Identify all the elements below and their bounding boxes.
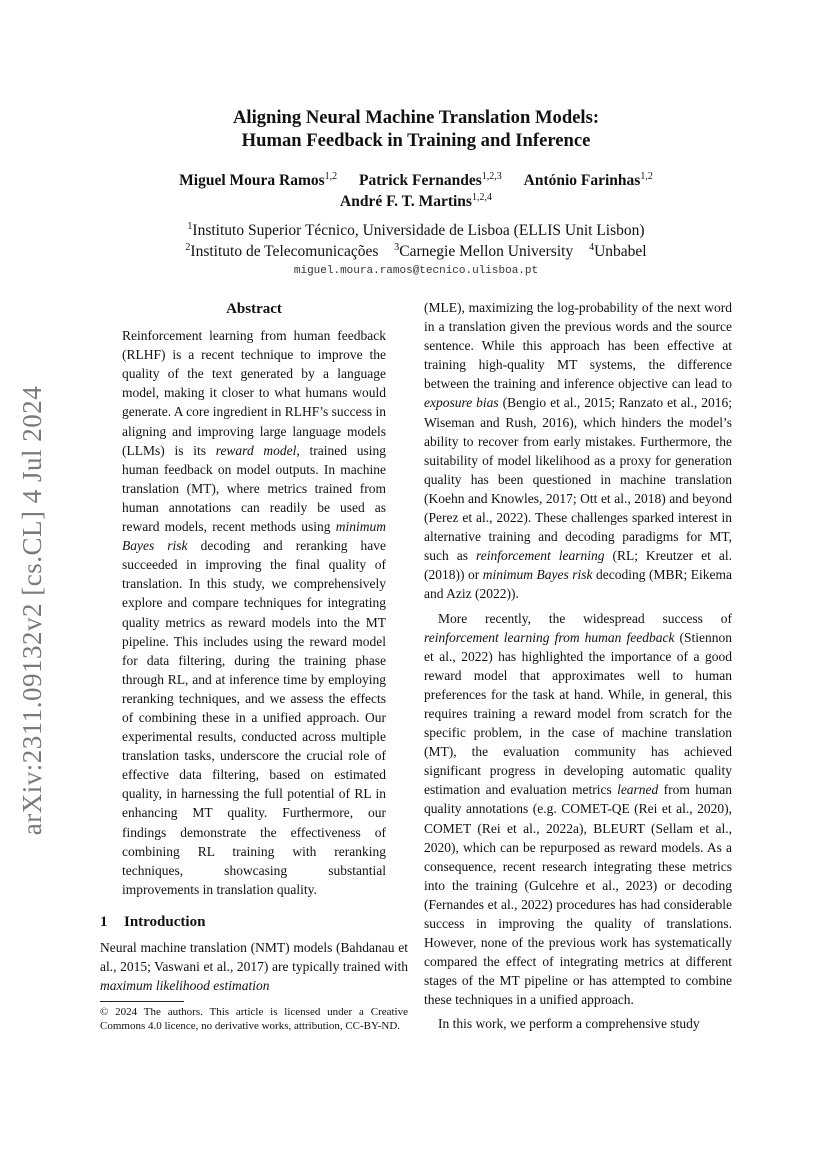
author-affil-marker: 1,2 bbox=[324, 171, 338, 182]
author-affil-marker: 1,2,4 bbox=[471, 192, 492, 203]
paper-title bbox=[100, 106, 732, 152]
author-name: André F. T. Martins bbox=[340, 193, 472, 210]
abstract-text: decoding and reranking have succeeded in improving the final quality of translation. In this study, we comprehensively explore and compare techniques for integrating quality metrics as reward models into the MT pipeline. This includes using the reward model for data filtering, during the training phase through RL, and at inference time by employing reranking techniques, and we assess the effects of combining these in a unified approach. Our experimental results, conducted across multiple translation tasks, underscore the crucial role of effective data filtering, based on estimated quality, in harnessing the full potential of RL in enhancing MT quality. Furthermore, our findings demonstrate the effectiveness of combining RL training with reranking techniques, showcasing substantial improvements in translation quality. bbox=[122, 538, 387, 897]
footnote-rule bbox=[100, 1001, 184, 1002]
abstract-body bbox=[122, 326, 386, 899]
author-1 bbox=[179, 172, 337, 189]
body-text: from human quality annotations (e.g. COMET-QE (Rei et al., 2020), COMET (Rei et al., 2022a), BLEURT (Sellam et al., 2020), which can be repurposed as reward models. As a consequence, recent research integrating these metrics into the training (Gulcehre et al., 2023) or decoding (Fernandes et al., 2022) procedures has had considerable success in improving the quality of translations. However, none of the previous work has systematically compared the effect of integrating metrics at different stages of the MT pipeline or has attempted to combine these techniques in a unified approach. bbox=[424, 782, 732, 1008]
title-line-1: Aligning Neural Machine Translation Models: bbox=[232, 107, 600, 128]
author-email[interactable]: miguel.moura.ramos@tecnico.ulisboa.pt bbox=[293, 265, 539, 277]
arxiv-identifier bbox=[8, 380, 58, 840]
arxiv-identifier-text: arXiv:2311.09132v2 [cs.CL] 4 Jul 2024 bbox=[17, 385, 48, 835]
affil-marker: 1 bbox=[187, 221, 193, 232]
intro-paragraph-2 bbox=[424, 609, 732, 1010]
author-list bbox=[100, 170, 732, 212]
author-name: António Farinhas bbox=[523, 172, 641, 189]
section-number: 1 bbox=[100, 913, 108, 930]
affiliation-2: Instituto de Telecomunicações bbox=[190, 243, 379, 260]
abstract-text: Reinforcement learning from human feedback (RLHF) is a recent technique to improve the quality of the text generated by a language model, making it closer to what humans would generate. A core ingredient in RLHF’s success in aligning and improving large language models (LLMs) is its bbox=[122, 328, 386, 458]
author-name: Patrick Fernandes bbox=[359, 172, 482, 189]
body-text: decoding (MBR; Eikema and Aziz (2022)). bbox=[424, 567, 732, 602]
title-line-2: Human Feedback in Training and Inference bbox=[241, 130, 591, 151]
author-4 bbox=[340, 193, 492, 210]
affil-marker: 2 bbox=[185, 242, 191, 253]
intro-paragraph-1-start bbox=[100, 938, 408, 995]
left-column bbox=[100, 298, 408, 1033]
abstract-emphasis: reward model bbox=[215, 442, 297, 458]
intro-paragraph-1-cont bbox=[424, 298, 732, 604]
abstract-emphasis: minimum Bayes risk bbox=[122, 519, 386, 554]
intro-paragraph-3: In this work, we perform a comprehensive study bbox=[438, 1016, 700, 1032]
body-emphasis: reinforcement learning bbox=[475, 548, 605, 564]
body-text: More recently, the widespread success of bbox=[438, 610, 732, 626]
affiliation-4: Unbabel bbox=[594, 243, 647, 260]
affiliations bbox=[100, 220, 732, 262]
body-emphasis: learned bbox=[617, 782, 659, 798]
body-text: Neural machine translation (NMT) models (Bahdanau et al., 2015; Vaswani et al., 2017) are typically trained with bbox=[100, 940, 408, 975]
abstract-text: , trained using human feedback on model outputs. In machine translation (MT), where metrics trained from human annotations can readily be used as reward models, recent methods using bbox=[122, 442, 386, 535]
affiliation-1: Instituto Superior Técnico, Universidade de Lisboa (ELLIS Unit Lisbon) bbox=[192, 222, 645, 239]
license-footnote: © 2024 The authors. This article is licensed under a Creative Commons 4.0 licence, no derivative works, attribution, CC-BY-ND. bbox=[100, 1006, 408, 1033]
body-emphasis: maximum likelihood estimation bbox=[100, 978, 270, 994]
author-affil-marker: 1,2 bbox=[640, 171, 653, 182]
body-text: (RL; Kreutzer et al. (2018)) or bbox=[424, 548, 732, 583]
paper-header bbox=[100, 106, 732, 277]
section-title: Introduction bbox=[124, 913, 206, 930]
body-text: (Bengio et al., 2015; Ranzato et al., 2016; Wiseman and Rush, 2016), which hinders the model’s ability to recover from early mistakes. Furthermore, the suitability of model likelihood as a proxy for generation quality has been questioned in machine translation (Koehn and Knowles, 2017; Ott et al., 2018) and beyond (Perez et al., 2022). These challenges sparked interest in alternative training and decoding paradigms for MT, such as bbox=[424, 395, 732, 564]
author-2 bbox=[359, 172, 502, 189]
abstract-heading: Abstract bbox=[226, 301, 282, 317]
author-3 bbox=[524, 172, 653, 189]
body-text: (Stiennon et al., 2022) has highlighted the importance of a good reward model that approximates well to human preferences for the task at hand. While, in general, this requires training a reward model from scratch for the specific problem, in the case of machine translation (MT), the evaluation community has achieved significant progress in developing automatic quality estimation and evaluation metrics bbox=[424, 629, 732, 798]
affil-marker: 3 bbox=[394, 242, 400, 253]
author-name: Miguel Moura Ramos bbox=[179, 172, 325, 189]
right-column bbox=[424, 298, 732, 1034]
affil-marker: 4 bbox=[589, 242, 595, 253]
body-emphasis: exposure bias bbox=[424, 395, 499, 411]
body-text: (MLE), maximizing the log-probability of the next word in a translation given the previous words and the source sentence. While this approach has been effective at training high-quality MT systems, the difference between the training and inference objective can lead to bbox=[424, 300, 732, 392]
body-emphasis: reinforcement learning from human feedback bbox=[424, 629, 675, 645]
body-emphasis: minimum Bayes risk bbox=[482, 567, 593, 583]
affiliation-3: Carnegie Mellon University bbox=[399, 243, 574, 260]
section-heading-introduction bbox=[100, 913, 408, 932]
author-affil-marker: 1,2,3 bbox=[481, 171, 502, 182]
